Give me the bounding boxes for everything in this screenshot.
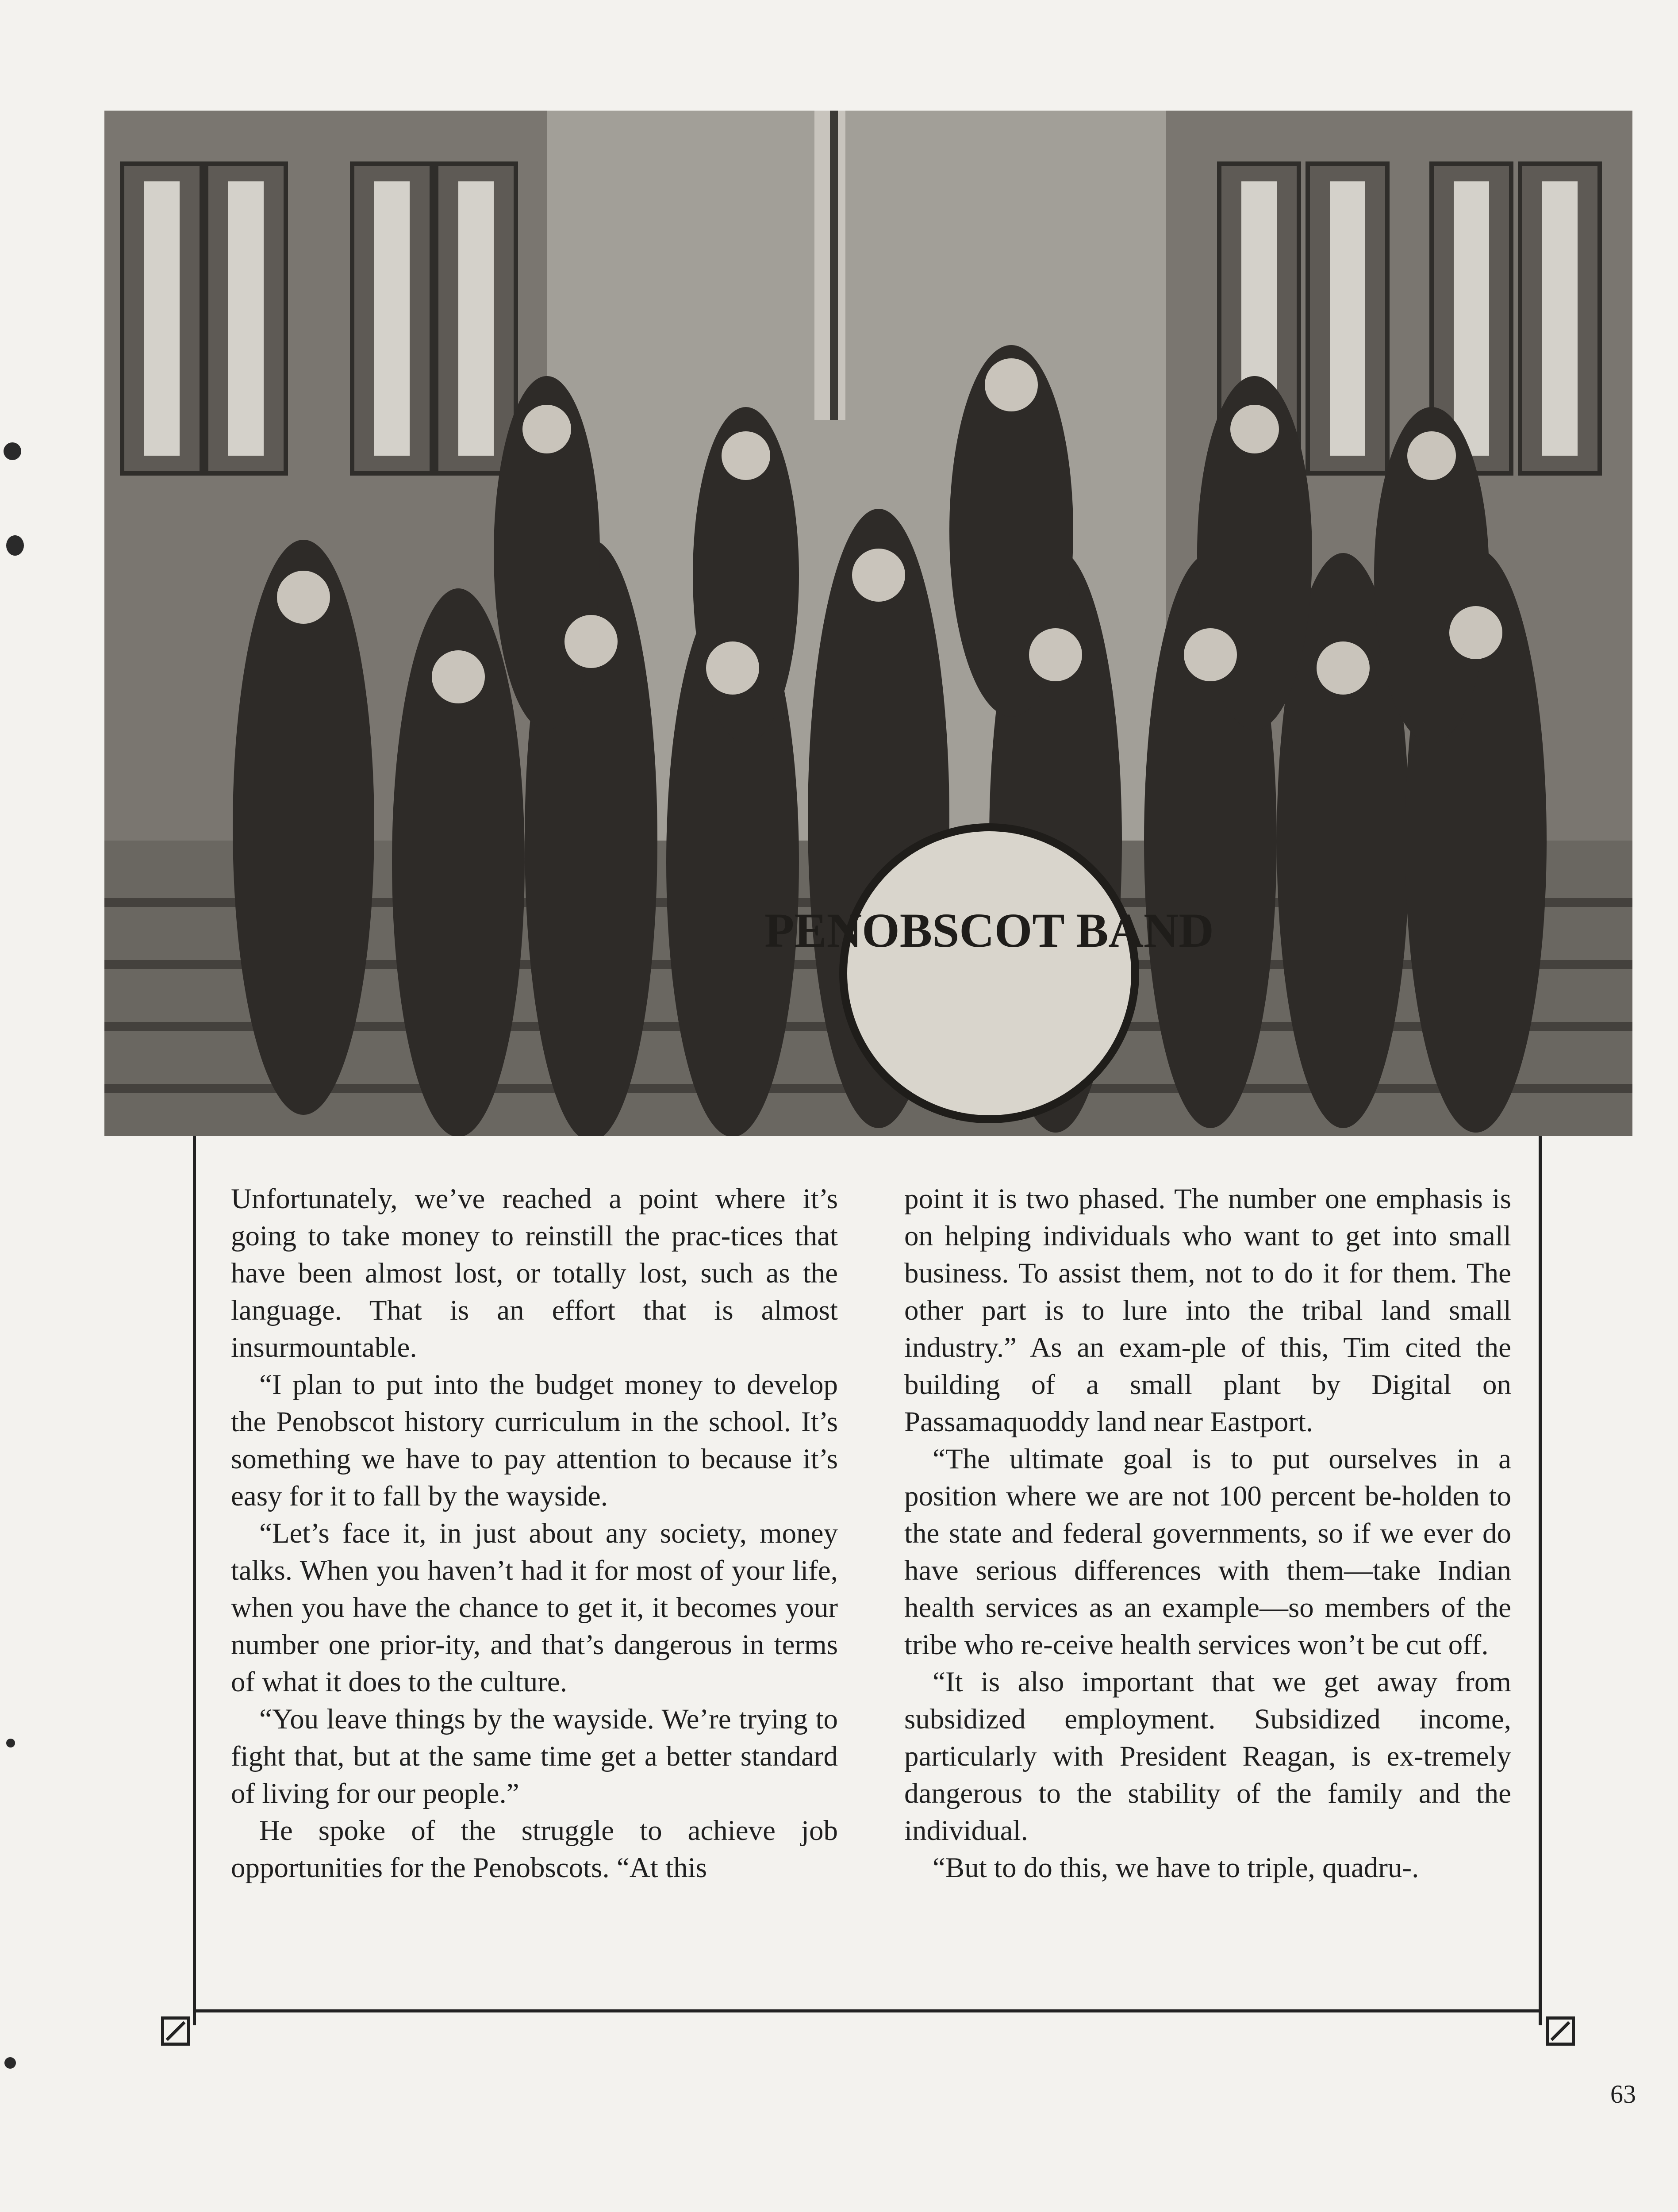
article-column-left <box>231 1180 838 1886</box>
paragraph: point it is two phased. The number one emphasis is on helping individuals who want to get into small business. To assist them, not to do it for them. The other part is to lure into the tribal land small industry.” As an exam-ple of this, Tim cited the building of a small plant by Digital on Passamaquoddy land near Eastport. <box>904 1183 1511 1438</box>
paragraph: “You leave things by the wayside. We’re trying to fight that, but at the same time get a better standard of living for our people.” <box>231 1703 838 1809</box>
paragraph: “I plan to put into the budget money to develop the Penobscot history curriculum in the school. It’s something we have to pay attention to because it’s easy for it to fall by the wayside. <box>231 1369 838 1512</box>
frame-bottom-rule <box>193 2009 1542 2012</box>
paragraph: He spoke of the struggle to achieve job opportunities for the Penobscots. “At this <box>231 1815 838 1884</box>
frame-left-rule <box>193 1136 196 2025</box>
band-photo <box>104 111 1632 1136</box>
paragraph: “But to do this, we have to triple, quadru-. <box>933 1852 1419 1884</box>
paragraph: “Let’s face it, in just about any society, money talks. When you haven’t had it for most of your life, when you have the chance to get it, it becomes your number one prior-ity, and that’s dangerous in terms of what it does to the culture. <box>231 1517 838 1698</box>
drum-label: PENOBSCOT BAND <box>764 903 1214 957</box>
corner-ornament-left-icon <box>161 2016 190 2046</box>
corner-ornament-right-icon <box>1546 2016 1575 2046</box>
page-number: 63 <box>1610 2080 1636 2108</box>
paragraph: Unfortunately, we’ve reached a point where it’s going to take money to reinstill the prac-tices that have been almost lost, or totally lost, such as the language. That is an effort that is almost insurmountable. <box>231 1183 838 1363</box>
binding-hole-mark <box>6 535 24 556</box>
paragraph: “It is also important that we get away from subsidized employment. Subsidized income, particularly with President Reagan, is ex-tremely dangerous to the stability of the family and the individual. <box>904 1666 1511 1847</box>
binding-hole-mark <box>4 2057 16 2069</box>
article-column-right <box>904 1180 1511 1886</box>
binding-hole-mark <box>4 442 21 460</box>
frame-right-rule <box>1539 1136 1542 2025</box>
band-photo-illustration <box>104 111 1632 1136</box>
binding-hole-mark <box>6 1739 15 1747</box>
paragraph: “The ultimate goal is to put ourselves in a position where we are not 100 percent be-holden to the state and federal governments, so if we ever do have serious differences with them—take Indian health services as an example—so members of the tribe who re-ceive health services won’t be cut off. <box>904 1443 1511 1661</box>
